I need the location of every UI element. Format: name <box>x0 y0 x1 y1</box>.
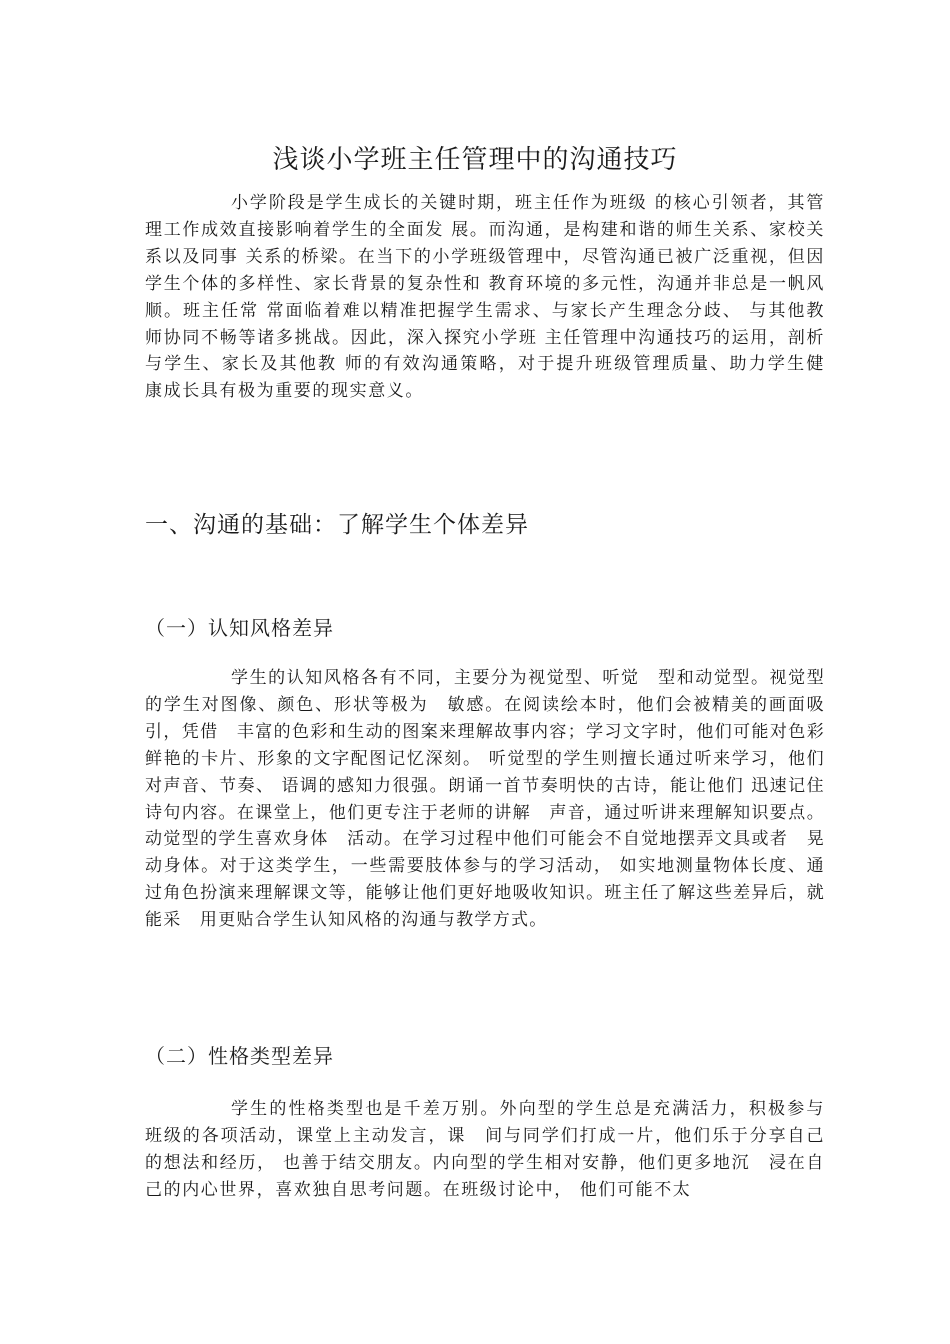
subsection-heading-cognitive-style: （一）认知风格差异 <box>145 616 334 640</box>
cognitive-style-paragraph: 学生的认知风格各有不同，主要分为视觉型、听觉 型和动觉型。视觉型的学生对图像、颜色、形状等极为 敏感。在阅读绘本时，他们会被精美的画面吸引，凭借 丰富的色彩和生动的图案来理解故事内容；学习文字时，他们可能对色彩鲜艳的卡片、形象的文字配图记忆深刻。 听觉型的学生则擅长通过听来学习，他们对声音、节奏、 语调的感知力很强。朗诵一首节奏明快的古诗，能让他们 迅速记住诗句内容。在课堂上，他们更专注于老师的讲解 声音，通过听讲来理解知识要点。动觉型的学生喜欢身体 活动。在学习过程中他们可能会不自觉地摆弄文具或者 晃动身体。对于这类学生，一些需要肢体参与的学习活动， 如实地测量物体长度、通过角色扮演来理解课文等，能够让他们更好地吸收知识。班主任了解这些差异后，就能采 用更贴合学生认知风格的沟通与教学方式。 <box>145 668 825 931</box>
subsection-heading-personality-type: （二）性格类型差异 <box>145 1044 334 1068</box>
section-heading: 一、沟通的基础：了解学生个体差异 <box>145 512 529 538</box>
intro-paragraph: 小学阶段是学生成长的关键时期，班主任作为班级 的核心引领者，其管理工作成效直接影响着学生的全面发 展。而沟通，是构建和谐的师生关系、家校关系以及同事 关系的桥梁。在当下的小学班级管理中，尽管沟通已被广泛重视，但因学生个体的多样性、家长背景的复杂性和 教育环境的多元性，沟通并非总是一帆风顺。班主任常 常面临着难以精准把握学生需求、与家长产生理念分歧、 与其他教师协同不畅等诸多挑战。因此，深入探究小学班 主任管理中沟通技巧的运用，剖析与学生、家长及其他教 师的有效沟通策略，对于提升班级管理质量、助力学生健 康成长具有极为重要的现实意义。 <box>145 193 825 402</box>
document-title: 浅谈小学班主任管理中的沟通技巧 <box>272 145 678 175</box>
personality-type-paragraph: 学生的性格类型也是千差万别。外向型的学生总是充满活力，积极参与班级的各项活动，课堂上主动发言，课 间与同学们打成一片，他们乐于分享自己的想法和经历， 也善于结交朋友。内向型的学生相对安静，他们更多地沉 浸在自己的内心世界，喜欢独自思考问题。在班级讨论中， 他们可能不太 <box>145 1099 825 1200</box>
